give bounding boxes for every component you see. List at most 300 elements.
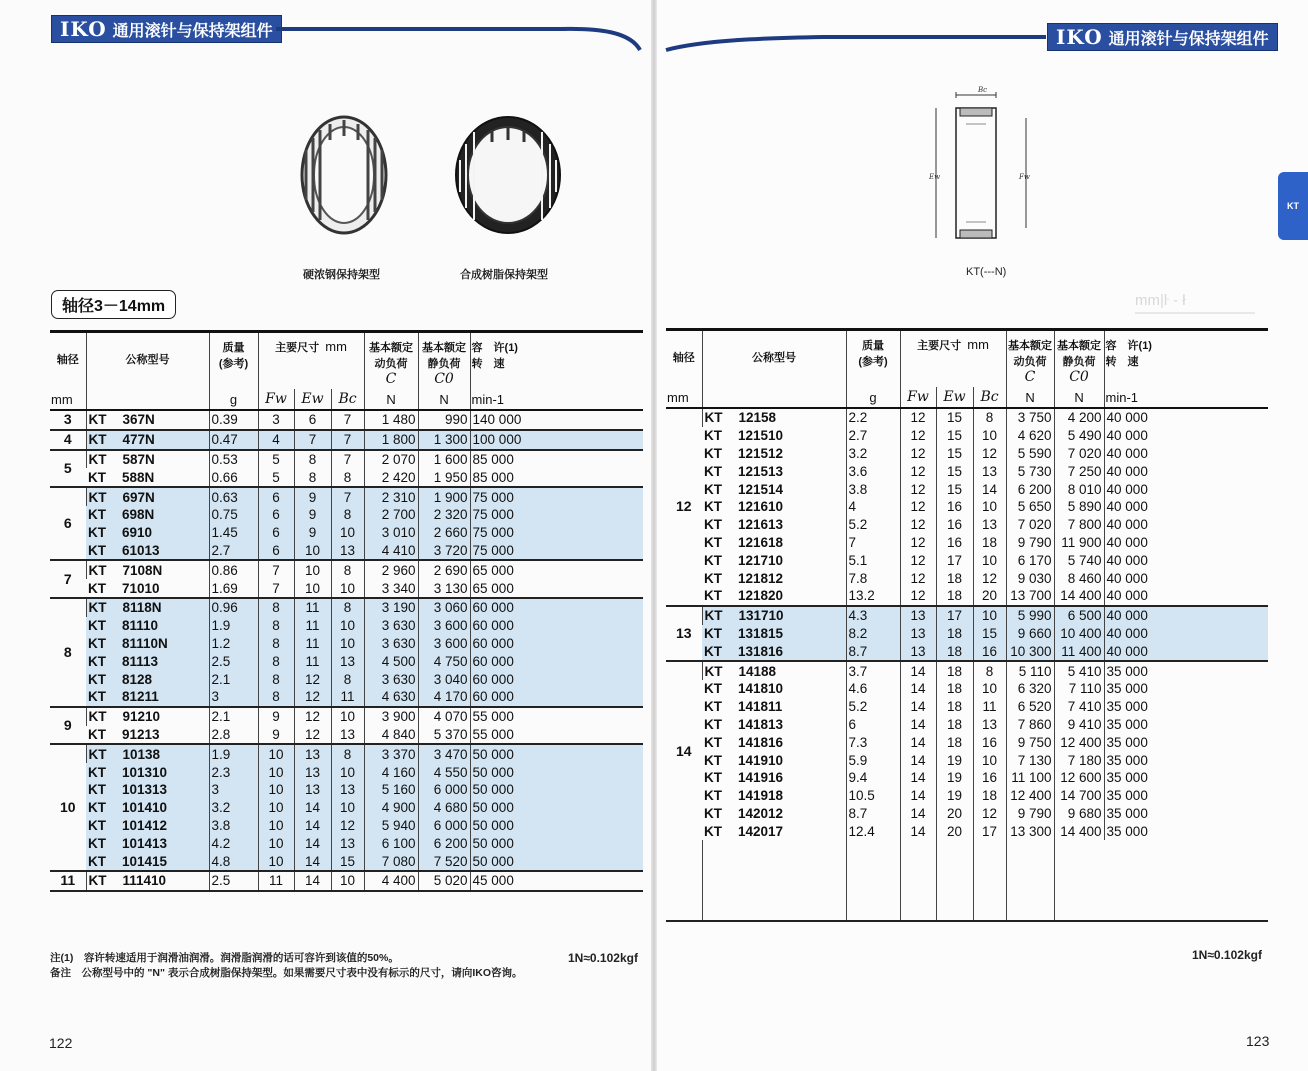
model-number xyxy=(702,642,846,661)
col-dyn-load: 基本额定 动负荷 C xyxy=(1006,330,1054,388)
model-number xyxy=(702,698,846,716)
bc-value: 10 xyxy=(331,617,364,635)
fw-value: 14 xyxy=(900,751,936,769)
dynamic-load-value: 5 650 xyxy=(1006,498,1054,516)
table-row xyxy=(666,534,1268,552)
fw-value: 9 xyxy=(258,726,294,745)
mass-value: 3 xyxy=(209,781,258,799)
unit-min: min-1 xyxy=(470,389,643,410)
speed-value: 50 000 xyxy=(470,817,643,835)
fw-value: 14 xyxy=(900,805,936,823)
model-number xyxy=(702,787,846,805)
fw-value: 9 xyxy=(258,707,294,726)
speed-value: 100 000 xyxy=(470,430,643,450)
mass-value: 2.8 xyxy=(209,726,258,745)
dynamic-load-value: 5 590 xyxy=(1006,445,1054,463)
speed-value: 40 000 xyxy=(1104,642,1268,661)
dynamic-load-value: 4 900 xyxy=(364,799,418,817)
model-code: 121618 xyxy=(738,534,784,550)
mass-value: 5.9 xyxy=(846,751,900,769)
table-row xyxy=(666,551,1268,569)
model-number xyxy=(86,468,209,487)
fw-value: 14 xyxy=(900,680,936,698)
model-code: 367N xyxy=(122,412,155,428)
model-prefix: KT xyxy=(88,635,106,651)
bc-value: 13 xyxy=(331,834,364,852)
model-code: 61013 xyxy=(122,542,160,558)
model-code: 121812 xyxy=(738,570,784,586)
model-prefix: KT xyxy=(704,752,722,768)
ew-value: 15 xyxy=(936,462,973,480)
model-prefix: KT xyxy=(704,445,722,461)
dynamic-load-value: 3 010 xyxy=(364,524,418,542)
model-number xyxy=(702,661,846,680)
table-row xyxy=(50,524,643,542)
static-load-value: 1 950 xyxy=(418,468,470,487)
static-load-value: 2 660 xyxy=(418,524,470,542)
ew-value: 18 xyxy=(936,569,973,587)
table-row xyxy=(666,661,1268,680)
unit-n2: N xyxy=(418,389,470,410)
bc-value: 7 xyxy=(331,430,364,450)
table-row xyxy=(50,781,643,799)
model-number xyxy=(702,516,846,534)
dynamic-load-value: 2 420 xyxy=(364,468,418,487)
model-prefix: KT xyxy=(88,432,107,448)
model-code: 91213 xyxy=(122,726,160,742)
static-load-value: 4 680 xyxy=(418,799,470,817)
dynamic-load-value: 6 520 xyxy=(1006,698,1054,716)
speed-value: 75 000 xyxy=(470,487,643,506)
right-header-banner xyxy=(1047,23,1278,51)
model-prefix: KT xyxy=(704,570,722,586)
bc-value: 18 xyxy=(973,534,1006,552)
model-code: 8118N xyxy=(122,600,162,616)
mass-value: 7.8 xyxy=(846,569,900,587)
mass-value: 1.9 xyxy=(209,617,258,635)
fw-value: 12 xyxy=(900,408,936,427)
shaft-diameter: 8 xyxy=(63,643,72,660)
static-load-value: 7 250 xyxy=(1054,462,1104,480)
bc-value: 20 xyxy=(973,587,1006,606)
col-speed: 容 许(1) 转 速 xyxy=(1104,330,1268,388)
ew-value: 17 xyxy=(936,606,973,625)
static-load-value: 3 040 xyxy=(418,670,470,688)
model-prefix: KT xyxy=(704,770,722,786)
dynamic-load-value: 3 900 xyxy=(364,707,418,726)
speed-value: 40 000 xyxy=(1104,516,1268,534)
model-code: 8128 xyxy=(122,671,153,687)
model-code: 121514 xyxy=(738,481,784,497)
model-code: 141918 xyxy=(738,788,784,804)
shaft-range-badge: 轴径3－14mm xyxy=(51,290,176,319)
dynamic-load-value: 3 630 xyxy=(364,635,418,653)
ew-value: 8 xyxy=(294,450,331,469)
model-code: 588N xyxy=(122,469,155,485)
model-number xyxy=(86,617,209,635)
table-row xyxy=(666,625,1268,643)
model-prefix: KT xyxy=(88,853,106,869)
bc-value: 15 xyxy=(331,852,364,871)
speed-value: 140 000 xyxy=(470,410,643,430)
speed-value: 75 000 xyxy=(470,524,643,542)
dynamic-load-value: 6 170 xyxy=(1006,551,1054,569)
shaft-diameter: 11 xyxy=(60,872,76,889)
left_table-group-6 xyxy=(50,487,643,560)
fw-value: 6 xyxy=(258,542,294,561)
model-number xyxy=(86,834,209,852)
fw-value: 5 xyxy=(258,468,294,487)
model-code: 81211 xyxy=(122,689,159,705)
static-load-value: 7 520 xyxy=(418,852,470,871)
speed-value: 85 000 xyxy=(470,468,643,487)
model-number xyxy=(86,635,209,653)
speed-value: 45 000 xyxy=(470,871,643,891)
fw-value: 10 xyxy=(258,763,294,781)
table-row xyxy=(50,688,643,707)
ew-value: 20 xyxy=(936,822,973,840)
bc-value: 13 xyxy=(973,462,1006,480)
bc-value: 13 xyxy=(973,516,1006,534)
ew-value: 10 xyxy=(294,579,331,598)
speed-value: 50 000 xyxy=(470,834,643,852)
static-load-value: 11 400 xyxy=(1054,642,1104,661)
mass-value: 6 xyxy=(846,716,900,734)
model-code: 141810 xyxy=(738,681,784,697)
model-prefix: KT xyxy=(88,525,106,541)
table-row xyxy=(50,468,643,487)
ew-value: 11 xyxy=(294,598,331,617)
table-row xyxy=(50,560,643,579)
unit-mm: mm xyxy=(50,389,86,410)
mass-value: 4.6 xyxy=(846,680,900,698)
bc-value: 10 xyxy=(973,751,1006,769)
speed-value: 35 000 xyxy=(1104,751,1268,769)
model-prefix: KT xyxy=(88,542,106,558)
static-load-value: 3 720 xyxy=(418,542,470,561)
dynamic-load-value: 1 480 xyxy=(364,410,418,430)
table-row xyxy=(666,787,1268,805)
static-load-value: 8 460 xyxy=(1054,569,1104,587)
model-prefix: KT xyxy=(88,469,106,485)
speed-value: 85 000 xyxy=(470,450,643,469)
static-load-value: 6 500 xyxy=(1054,606,1104,625)
static-load-value: 4 200 xyxy=(1054,408,1104,427)
fw-value: 8 xyxy=(258,670,294,688)
dynamic-load-value: 11 100 xyxy=(1006,769,1054,787)
fw-value: 13 xyxy=(900,606,936,625)
model-code: 131815 xyxy=(738,625,784,641)
table-filler-row xyxy=(666,840,1268,921)
mass-value: 0.86 xyxy=(209,560,258,579)
bc-value: 11 xyxy=(973,698,1006,716)
dynamic-load-value: 5 160 xyxy=(364,781,418,799)
unit-conversion-right: 1N≈0.102kgf xyxy=(1192,948,1262,962)
mass-value: 0.63 xyxy=(209,487,258,506)
model-code: 121513 xyxy=(738,463,784,479)
left_table-group-9 xyxy=(50,707,643,745)
model-prefix: KT xyxy=(88,489,107,505)
left_table-group-3 xyxy=(50,410,643,430)
model-prefix: KT xyxy=(88,600,107,616)
fw-value: 12 xyxy=(900,480,936,498)
mass-value: 3.2 xyxy=(846,445,900,463)
bc-value: 13 xyxy=(331,652,364,670)
model-code: 91210 xyxy=(122,709,161,725)
speed-value: 35 000 xyxy=(1104,805,1268,823)
mass-value: 3 xyxy=(209,688,258,707)
model-number xyxy=(86,487,209,506)
table-row xyxy=(666,516,1268,534)
ew-value: 14 xyxy=(294,871,331,891)
model-prefix: KT xyxy=(88,873,107,889)
dynamic-load-value: 9 790 xyxy=(1006,534,1054,552)
model-number xyxy=(702,625,846,643)
col-ew: Ew xyxy=(294,389,331,410)
speed-value: 35 000 xyxy=(1104,698,1268,716)
dynamic-load-value: 4 400 xyxy=(364,871,418,891)
dynamic-load-value: 6 100 xyxy=(364,834,418,852)
dynamic-load-value: 2 960 xyxy=(364,560,418,579)
svg-text:Bc: Bc xyxy=(978,86,988,94)
dynamic-load-value: 3 370 xyxy=(364,744,418,763)
dynamic-load-value: 9 790 xyxy=(1006,805,1054,823)
speed-value: 40 000 xyxy=(1104,427,1268,445)
fw-value: 6 xyxy=(258,506,294,524)
dynamic-load-value: 4 410 xyxy=(364,542,418,561)
mass-value: 3.6 xyxy=(846,462,900,480)
model-number xyxy=(86,852,209,871)
static-load-value: 7 020 xyxy=(1054,445,1104,463)
speed-value: 40 000 xyxy=(1104,408,1268,427)
dynamic-load-value: 3 190 xyxy=(364,598,418,617)
col-ew: Ew xyxy=(936,387,973,408)
static-load-value: 1 600 xyxy=(418,450,470,469)
speed-value: 40 000 xyxy=(1104,625,1268,643)
static-load-value: 14 400 xyxy=(1054,822,1104,840)
bc-value: 8 xyxy=(331,598,364,617)
model-prefix: KT xyxy=(704,663,723,679)
table-row xyxy=(666,822,1268,840)
unit-conversion-left: 1N≈0.102kgf xyxy=(568,951,638,965)
right-header-swoosh xyxy=(664,30,1048,54)
model-prefix: KT xyxy=(88,580,106,596)
speed-value: 60 000 xyxy=(470,670,643,688)
ew-value: 14 xyxy=(294,852,331,871)
ew-value: 18 xyxy=(936,661,973,680)
speed-value: 60 000 xyxy=(470,652,643,670)
static-load-value: 1 900 xyxy=(418,487,470,506)
model-number xyxy=(86,506,209,524)
dynamic-load-value: 5 940 xyxy=(364,817,418,835)
bc-value: 12 xyxy=(331,817,364,835)
bc-value: 10 xyxy=(331,579,364,598)
fw-value: 10 xyxy=(258,852,294,871)
model-code: 81113 xyxy=(122,653,159,669)
left-header-rule xyxy=(276,27,566,31)
ew-value: 15 xyxy=(936,427,973,445)
table-row xyxy=(666,408,1268,427)
model-number xyxy=(702,569,846,587)
mass-value: 4.8 xyxy=(209,852,258,871)
mass-value: 4 xyxy=(846,498,900,516)
col-fw: Fw xyxy=(900,387,936,408)
fw-value: 12 xyxy=(900,445,936,463)
bc-value: 16 xyxy=(973,769,1006,787)
fw-value: 3 xyxy=(258,410,294,430)
fw-value: 7 xyxy=(258,560,294,579)
model-code: 101313 xyxy=(122,782,168,798)
speed-value: 40 000 xyxy=(1104,606,1268,625)
mass-value: 2.1 xyxy=(209,707,258,726)
ew-value: 15 xyxy=(936,445,973,463)
dynamic-load-value: 3 630 xyxy=(364,670,418,688)
static-load-value: 2 320 xyxy=(418,506,470,524)
ew-value: 6 xyxy=(294,410,331,430)
static-load-value: 3 600 xyxy=(418,635,470,653)
table-row xyxy=(50,817,643,835)
page-number-left: 122 xyxy=(49,1035,73,1051)
fw-value: 12 xyxy=(900,569,936,587)
model-prefix: KT xyxy=(704,588,722,604)
model-prefix: KT xyxy=(88,709,107,725)
left_table-group-4 xyxy=(50,430,643,450)
mass-value: 2.2 xyxy=(846,408,900,427)
table-row xyxy=(50,450,643,469)
unit-n: N xyxy=(364,389,418,410)
speed-value: 75 000 xyxy=(470,506,643,524)
model-number xyxy=(86,579,209,598)
fw-value: 13 xyxy=(900,642,936,661)
fw-value: 8 xyxy=(258,617,294,635)
static-load-value: 1 300 xyxy=(418,430,470,450)
mass-value: 1.9 xyxy=(209,744,258,763)
static-load-value: 5 410 xyxy=(1054,661,1104,680)
col-speed: 容 许(1) 转 速 xyxy=(470,332,643,390)
model-code: 10138 xyxy=(122,746,161,762)
mass-value: 2.1 xyxy=(209,670,258,688)
fw-value: 14 xyxy=(900,733,936,751)
model-prefix: KT xyxy=(88,451,107,467)
mass-value: 3.2 xyxy=(209,799,258,817)
unit-g: g xyxy=(209,389,258,410)
speed-value: 40 000 xyxy=(1104,462,1268,480)
model-number xyxy=(86,871,209,891)
ew-value: 15 xyxy=(936,480,973,498)
kt-side-tab[interactable]: KT xyxy=(1278,172,1308,240)
dynamic-load-value: 9 030 xyxy=(1006,569,1054,587)
mass-value: 5.2 xyxy=(846,516,900,534)
model-number xyxy=(702,498,846,516)
model-code: 121510 xyxy=(738,428,784,444)
static-load-value: 6 000 xyxy=(418,817,470,835)
model-prefix: KT xyxy=(88,507,106,523)
dynamic-load-value: 10 300 xyxy=(1006,642,1054,661)
static-load-value: 12 400 xyxy=(1054,733,1104,751)
unit-min: min-1 xyxy=(1104,387,1268,408)
table-row xyxy=(666,751,1268,769)
ew-value: 11 xyxy=(294,635,331,653)
static-load-value: 14 700 xyxy=(1054,787,1104,805)
ew-value: 11 xyxy=(294,652,331,670)
ghost-range-badge: mm|ŀ - ł xyxy=(1135,292,1255,314)
model-number xyxy=(86,410,209,430)
model-number xyxy=(702,680,846,698)
bc-value: 7 xyxy=(331,410,364,430)
bc-value: 8 xyxy=(331,744,364,763)
ew-value: 18 xyxy=(936,625,973,643)
table-row xyxy=(50,506,643,524)
iko-logo: IKO xyxy=(1056,25,1103,49)
model-number xyxy=(86,450,209,469)
model-prefix: KT xyxy=(88,671,106,687)
model-code: 121610 xyxy=(738,499,784,515)
left-header-swoosh xyxy=(560,22,644,52)
model-prefix: KT xyxy=(704,625,722,641)
speed-value: 40 000 xyxy=(1104,534,1268,552)
speed-value: 50 000 xyxy=(470,744,643,763)
speed-value: 75 000 xyxy=(470,542,643,561)
table-row xyxy=(666,606,1268,625)
model-number xyxy=(86,707,209,726)
bc-value: 16 xyxy=(973,642,1006,661)
bc-value: 13 xyxy=(331,781,364,799)
speed-value: 50 000 xyxy=(470,852,643,871)
table-row xyxy=(50,487,643,506)
model-number xyxy=(702,462,846,480)
model-code: 14188 xyxy=(738,663,777,679)
col-mass: 质量 (参考) xyxy=(209,332,258,390)
static-load-value: 5 740 xyxy=(1054,551,1104,569)
fw-value: 8 xyxy=(258,688,294,707)
static-load-value: 12 600 xyxy=(1054,769,1104,787)
ew-value: 8 xyxy=(294,468,331,487)
col-mass: 质量 (参考) xyxy=(846,330,900,388)
model-prefix: KT xyxy=(704,499,722,515)
model-prefix: KT xyxy=(704,788,722,804)
static-load-value: 2 690 xyxy=(418,560,470,579)
ew-value: 9 xyxy=(294,487,331,506)
speed-value: 40 000 xyxy=(1104,551,1268,569)
model-code: 101415 xyxy=(122,853,168,869)
model-code: 101413 xyxy=(122,835,168,851)
bc-value: 10 xyxy=(973,606,1006,625)
mass-value: 5.1 xyxy=(846,551,900,569)
table-row xyxy=(666,698,1268,716)
ew-value: 9 xyxy=(294,524,331,542)
static-load-value: 8 010 xyxy=(1054,480,1104,498)
static-load-value: 10 400 xyxy=(1054,625,1104,643)
speed-value: 35 000 xyxy=(1104,787,1268,805)
static-load-value: 3 600 xyxy=(418,617,470,635)
model-number xyxy=(86,652,209,670)
table-row xyxy=(666,427,1268,445)
dynamic-load-value: 4 840 xyxy=(364,726,418,745)
svg-text:Fw: Fw xyxy=(1019,173,1030,181)
dynamic-load-value: 7 860 xyxy=(1006,716,1054,734)
dynamic-load-value: 6 320 xyxy=(1006,680,1054,698)
fw-value: 8 xyxy=(258,635,294,653)
model-prefix: KT xyxy=(88,764,106,780)
static-load-value: 6 200 xyxy=(418,834,470,852)
fw-value: 12 xyxy=(900,427,936,445)
model-prefix: KT xyxy=(88,746,107,762)
footnote-remark: 备注 公称型号中的 "N" 表示合成树脂保持架型。如果需要尺寸表中没有标示的尺寸，请向IKO咨询。 xyxy=(50,967,523,979)
model-number xyxy=(86,781,209,799)
dynamic-load-value: 12 400 xyxy=(1006,787,1054,805)
fw-value: 8 xyxy=(258,598,294,617)
model-prefix: KT xyxy=(704,428,722,444)
